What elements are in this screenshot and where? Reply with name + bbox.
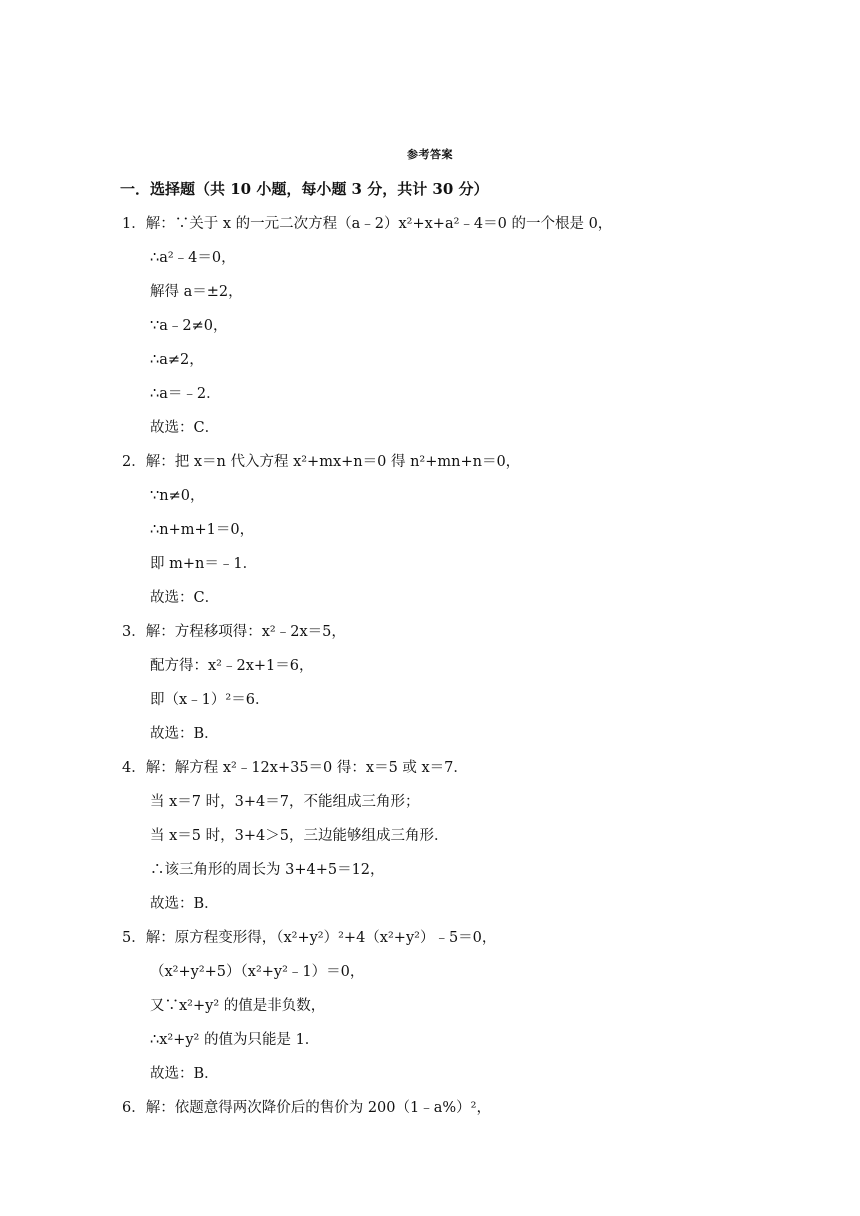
answer-line: 即（x﹣1）²＝6． <box>150 692 270 708</box>
answer-line: （x²+y²+5）（x²+y²﹣1）＝0， <box>150 964 365 980</box>
answer-line: ∴n+m+1＝0， <box>150 522 255 538</box>
answer-line: 当 x＝7 时，3+4＝7，不能组成三角形； <box>150 794 420 810</box>
answer-line: ∴a＝﹣2． <box>150 386 221 402</box>
page-title: 参考答案 <box>407 148 453 161</box>
answer-line: 2．解：把 x＝n 代入方程 x²+mx+n＝0 得 n²+mn+n＝0， <box>122 454 521 470</box>
answer-line: ∴a≠2， <box>150 352 204 368</box>
answer-line: 故选：B． <box>150 726 219 742</box>
answer-line: 当 x＝5 时，3+4＞5，三边能够组成三角形． <box>150 828 449 844</box>
answer-line: 故选：B． <box>150 1066 219 1082</box>
answer-line: 故选：C． <box>150 420 220 436</box>
answer-line: 故选：C． <box>150 590 220 606</box>
section-heading: 一．选择题（共 10 小题，每小题 3 分，共计 30 分） <box>120 180 489 198</box>
answer-line: 故选：B． <box>150 896 219 912</box>
answer-line: 又∵x²+y² 的值是非负数， <box>150 998 326 1014</box>
answer-line: 5．解：原方程变形得，（x²+y²）²+4（x²+y²）﹣5＝0， <box>122 930 497 946</box>
answer-line: ∴该三角形的周长为 3+4+5＝12， <box>150 862 385 878</box>
answer-line: 即 m+n＝﹣1． <box>150 556 258 572</box>
answer-line: 4．解：解方程 x²﹣12x+35＝0 得：x＝5 或 x＝7． <box>122 760 468 776</box>
answer-line: 配方得：x²﹣2x+1＝6， <box>150 658 314 674</box>
answer-line: ∵a﹣2≠0， <box>150 318 228 334</box>
answer-line: ∴x²+y² 的值为只能是 1． <box>150 1032 320 1048</box>
answer-line: ∴a²﹣4＝0， <box>150 250 236 266</box>
answer-line: 3．解：方程移项得：x²﹣2x＝5， <box>122 624 346 640</box>
answer-line: 1．解：∵关于 x 的一元二次方程（a﹣2）x²+x+a²﹣4＝0 的一个根是 0， <box>122 216 613 232</box>
answer-line: ∵n≠0， <box>150 488 205 504</box>
answer-line: 6．解：依题意得两次降价后的售价为 200（1﹣a%）²， <box>122 1100 491 1116</box>
answer-line: 解得 a＝±2， <box>150 284 243 300</box>
